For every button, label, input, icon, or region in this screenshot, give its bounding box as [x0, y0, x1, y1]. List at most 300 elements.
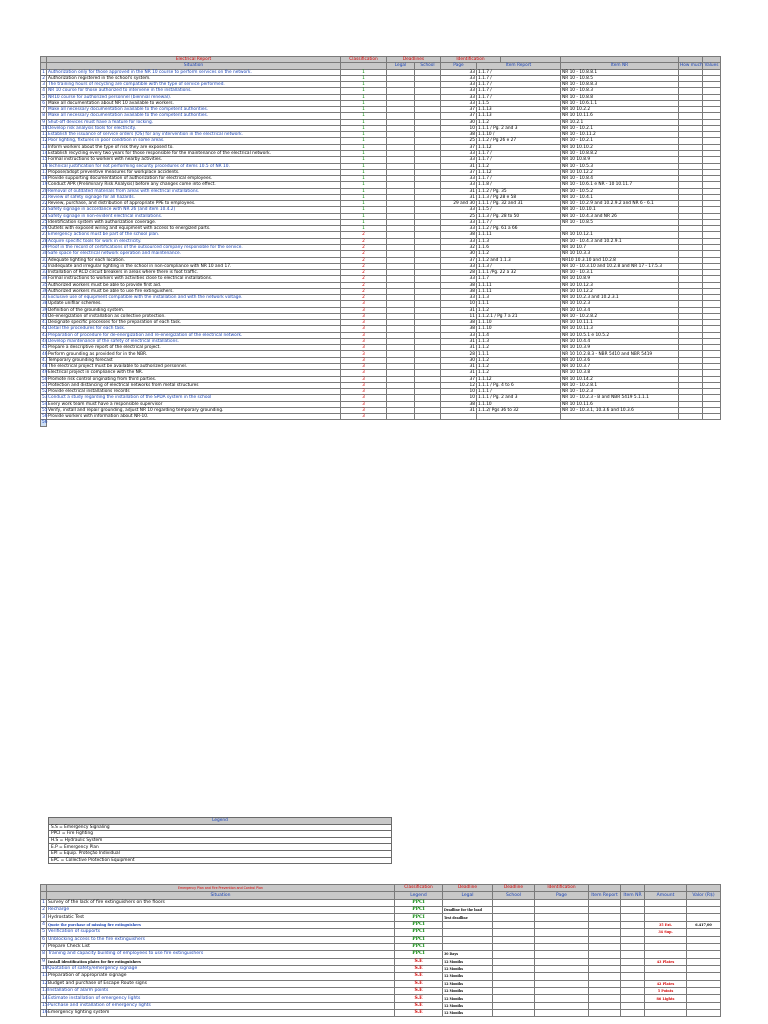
page-cell — [535, 1010, 589, 1017]
item-report-cell: 1.1.7 / — [477, 176, 561, 182]
ep-deadline2-header: Deadline — [493, 885, 535, 892]
item-nr-cell: NR 10 10.3.6 — [561, 357, 679, 363]
legend-cell: S.E — [395, 1002, 443, 1009]
deadlines-header: Deadlines — [387, 57, 441, 63]
value-cell — [687, 914, 721, 921]
item-nr-cell: NR 10 - 10.8.8.2 — [561, 150, 679, 156]
item-report-cell: 1.1.10 — [477, 320, 561, 326]
item-nr-cell: NR 10 10.11.6 — [561, 113, 679, 119]
classification-cell: 1 — [341, 144, 387, 150]
item-nr-cell: NR 10 - 10.2.1 — [561, 125, 679, 131]
page-cell: 33 — [441, 100, 477, 106]
item-report-cell — [589, 951, 621, 958]
item-report-cell: 1.1.1 / Pg. 2 and 3 — [477, 395, 561, 401]
item-report-cell: 1.1.7 / — [477, 75, 561, 81]
school-cell — [493, 951, 535, 958]
classification-cell: 1 — [341, 82, 387, 88]
value-cell — [687, 907, 721, 914]
situation-cell: De-energization of installation as collective protection. — [47, 313, 341, 319]
situation-cell: Identification system with authorization coverage. — [47, 219, 341, 225]
classification-cell: 1 — [341, 107, 387, 113]
legal-cell: 12 Months — [443, 1010, 493, 1017]
row-number: 12 — [42, 980, 48, 986]
item-nr-cell: NR 10 10.3.4 — [561, 307, 679, 313]
classification-cell: 2 — [341, 282, 387, 288]
situation-cell: Establish the issuance of service orders (OS) for any intervention in the electrical network. — [47, 132, 341, 138]
legal-cell — [387, 414, 415, 420]
situation-cell: Unblocking access to the fire extinguishers — [47, 936, 395, 943]
item-nr-cell — [621, 980, 645, 987]
row-number: 10 — [42, 125, 48, 131]
page-cell — [535, 973, 589, 980]
situation-cell: Budget and purchase of Escape Route signs — [47, 980, 395, 987]
ep-page-header: Page — [535, 892, 589, 899]
page-cell: 30 — [441, 357, 477, 363]
item-nr-cell: NR 10 - 10.8.4 — [561, 176, 679, 182]
row-number: 9 — [42, 119, 45, 125]
situation-cell: Every work team must have a responsible supervisor — [47, 401, 341, 407]
item-nr-cell: NR 10 - 10.8.3 — [561, 88, 679, 94]
item-nr-cell: NR 10 - 10.2.9 and 10.2.9.2 and NR 6 - 6.1 — [561, 201, 679, 207]
item-report-cell: 1.1.12 — [477, 144, 561, 150]
page-cell: 10 — [441, 301, 477, 307]
row-number: 41 — [42, 320, 48, 326]
situation-cell: Quote the purchase of missing fire extinguishers — [47, 921, 395, 928]
table-row — [41, 907, 721, 914]
page-cell: 25 — [441, 213, 477, 219]
classification-cell: 1 — [341, 201, 387, 207]
item-nr-cell: NR 10 - 10.3.10 and 10.2.8 and NR 17 - 17.5.3 — [561, 263, 679, 269]
value-cell: 6.417,00 — [687, 921, 721, 928]
classification-cell: 3 — [341, 357, 387, 363]
item-report-cell: 1.1.13 — [477, 107, 561, 113]
situation-cell: Propose/adopt preventive measures for workplace accidents. — [47, 169, 341, 175]
item-report-cell: 1.1.10 — [477, 401, 561, 407]
page-cell: 31 — [441, 364, 477, 370]
situation-cell: Poor lighting, fixtures in poor condition in some areas. — [47, 138, 341, 144]
ep-value-header: Valor (R$) — [687, 892, 721, 899]
ep-item-report-header: Item Report — [589, 892, 621, 899]
row-number: 6 — [42, 936, 45, 942]
page-cell: 33 — [441, 82, 477, 88]
situation-cell: Electrical project in compliance with the NR. — [47, 370, 341, 376]
classification-cell: 3 — [341, 332, 387, 338]
ep-title: Emergency Plan and Fire Prevention and Control Plan — [47, 885, 395, 892]
legend-cell: S.E — [395, 995, 443, 1002]
row-number: 54 — [42, 401, 48, 407]
school-cell — [493, 995, 535, 1002]
item-report-cell — [589, 936, 621, 943]
row-number: 55 — [42, 407, 48, 413]
page-cell: 28 — [441, 270, 477, 276]
ep-deadline-header: Deadline — [443, 885, 493, 892]
item-nr-cell: NR 10 10.11.6 — [561, 401, 679, 407]
item-nr-cell: NR 10 10.2.3 — [561, 301, 679, 307]
classification-cell: 1 — [341, 119, 387, 125]
item-report-cell: 1.1.2 / Pg. 35 — [477, 188, 561, 194]
page-cell — [535, 943, 589, 950]
row-number: 37 — [42, 295, 48, 301]
ep-header-row-2 — [41, 892, 721, 899]
row-number: 4 — [42, 921, 45, 927]
item-nr-cell: NR 10 10.5.1 e 10.5.2 — [561, 332, 679, 338]
classification-cell: 2 — [341, 295, 387, 301]
page-cell — [441, 414, 477, 420]
table-row — [41, 936, 721, 943]
item-report-cell: 1.1.13 — [477, 113, 561, 119]
school-cell — [493, 914, 535, 921]
ep-situation-header: Situation — [47, 892, 395, 899]
page-cell: 33 — [441, 176, 477, 182]
page-cell — [535, 958, 589, 965]
classification-cell: 3 — [341, 326, 387, 332]
item-nr-cell: NR 10.2.1 — [561, 119, 679, 125]
legal-cell: 12 Months — [443, 995, 493, 1002]
row-number: 43 — [42, 332, 48, 338]
table-row — [41, 995, 721, 1002]
item-report-cell: 1.1.8 / — [477, 182, 561, 188]
page-cell: 31 — [441, 188, 477, 194]
value-cell — [687, 929, 721, 936]
school-cell — [493, 1002, 535, 1009]
value-cell — [687, 1002, 721, 1009]
item-report-cell: 1.1.6 — [477, 244, 561, 250]
legend-item: H.S = Hydraulic System — [49, 837, 392, 844]
row-number: 2 — [42, 75, 45, 81]
row-number: 9 — [42, 958, 45, 964]
row-number: 22 — [42, 201, 48, 207]
situation-cell: Prepare a descriptive report of the electrical project. — [47, 345, 341, 351]
row-number: 1 — [42, 69, 45, 75]
item-nr-cell: NR 10 10.12.2 — [561, 169, 679, 175]
item-nr-cell: NR 10 - 10.10.1 — [561, 207, 679, 213]
item-nr-cell — [621, 899, 645, 906]
page-cell: 38 — [441, 132, 477, 138]
page-cell: 28 — [441, 351, 477, 357]
row-number: 13 — [42, 144, 48, 150]
item-nr-cell — [621, 1002, 645, 1009]
row-number: 15 — [42, 1002, 48, 1008]
item-nr-cell — [621, 921, 645, 928]
page-cell: 33 — [441, 238, 477, 244]
value-cell — [687, 936, 721, 943]
row-number: 33 — [42, 270, 48, 276]
classification-cell: 2 — [341, 238, 387, 244]
classification-cell: 1 — [341, 226, 387, 232]
values-header: Values — [704, 63, 719, 69]
ep-identification-header: Identification — [535, 885, 589, 892]
item-report-cell: 1.1.7 / — [477, 82, 561, 88]
situation-cell: Authorized workers must be able to use fire extinguishers. — [47, 288, 341, 294]
page-cell: 37 — [441, 169, 477, 175]
classification-cell: 2 — [341, 257, 387, 263]
legend-cell: PPCI — [395, 899, 443, 906]
amount-cell: 5 Points — [645, 988, 687, 995]
page-cell: 37 — [441, 257, 477, 263]
ep-item-nr-header: Item NR — [621, 892, 645, 899]
school-cell — [493, 943, 535, 950]
value-cell — [687, 899, 721, 906]
row-number: 50 — [42, 376, 48, 382]
item-nr-cell — [621, 943, 645, 950]
row-number: 49 — [42, 370, 48, 376]
row-number: 16 — [42, 1010, 48, 1016]
item-nr-cell — [621, 988, 645, 995]
situation-cell: Review, purchase, and distribution of appropriate PPE to employees. — [47, 201, 341, 207]
item-report-cell: 1.1.12 — [477, 376, 561, 382]
situation-cell: Conduct APR (Preliminary Risk Analysis) before any changes come into effect. — [47, 182, 341, 188]
page-header: Page — [441, 63, 477, 69]
row-number: 25 — [42, 219, 48, 225]
row-number: 56 — [42, 420, 48, 426]
situation-cell: Proof in the record of certifications of the outsourced company responsible for the service. — [47, 244, 341, 250]
emergency-plan-table — [40, 884, 721, 1017]
row-number: 13 — [42, 988, 48, 994]
situation-cell: Inadequate and irregular lighting in the school in non-compliance with NR 10 and 17. — [47, 263, 341, 269]
amount-cell: 42 Plates — [645, 980, 687, 987]
amount-cell — [645, 1002, 687, 1009]
legend-item: EPI = Equip. Proteção Individual — [49, 850, 392, 857]
page-cell — [535, 988, 589, 995]
legend-row — [49, 857, 392, 864]
legal-cell: 12 Months — [443, 988, 493, 995]
school-cell — [493, 973, 535, 980]
situation-cell: Inform workers about the type of risk they are exposed to. — [47, 144, 341, 150]
item-nr-cell: NR 10 - 10.8.5 — [561, 75, 679, 81]
page-cell: 32 — [441, 244, 477, 250]
page-cell: 33 — [441, 295, 477, 301]
situation-cell: Provide electrical installations records — [47, 389, 341, 395]
table-row — [41, 973, 721, 980]
row-number: 23 — [42, 207, 48, 213]
item-report-cell: 1.1.2 — [477, 357, 561, 363]
classification-cell: 3 — [341, 382, 387, 388]
item-report-cell: 1.1.2 — [477, 307, 561, 313]
item-report-cell: 1.1.7 — [477, 276, 561, 282]
item-report-cell — [589, 973, 621, 980]
table-row — [41, 899, 721, 906]
page-cell — [535, 921, 589, 928]
situation-cell: Designate specific processes for the preparation of each task. — [47, 320, 341, 326]
item-report-cell: 1.1.2 — [477, 251, 561, 257]
item-nr-cell: NR 10 10.12.1 — [561, 232, 679, 238]
row-number: 11 — [42, 132, 48, 138]
row-number: 42 — [42, 326, 48, 332]
item-nr-cell: NR 10 - 10.4.3 and 10.2.9.1 — [561, 238, 679, 244]
table-row — [41, 414, 721, 420]
legend-row — [49, 837, 392, 844]
page-cell: 38 — [441, 232, 477, 238]
classification-cell: 1 — [341, 69, 387, 75]
table-row — [41, 914, 721, 921]
situation-cell: Make all necessary documentation available to the competent authorities. — [47, 107, 341, 113]
situation-cell: Training and capacity building of employees to use fire extinguishers — [47, 951, 395, 958]
legend-cell: S.E — [395, 958, 443, 965]
classification-cell: 2 — [341, 288, 387, 294]
item-report-cell — [589, 965, 621, 972]
page-cell — [535, 995, 589, 1002]
situation-cell: Verify, install and repair grounding, adjust NR 10 regarding temporary grounding. — [47, 407, 341, 413]
item-report-cell — [589, 988, 621, 995]
page-cell — [535, 907, 589, 914]
legend-item: S.S = Emergency Signaling — [49, 824, 392, 831]
classification-cell: 1 — [341, 113, 387, 119]
item-report-cell: 1.1.2 / Pg. 61 a 66 — [477, 226, 561, 232]
situation-cell: Preparation of procedure for de-energization and re-energization of the electrical network. — [47, 332, 341, 338]
classification-header: Classification — [341, 57, 387, 63]
situation-cell: Adequate lighting for each location. — [47, 257, 341, 263]
classification-cell: 1 — [341, 188, 387, 194]
legend-cell: S.E — [395, 1010, 443, 1017]
item-report-cell — [477, 414, 561, 420]
page-cell: 33 — [441, 263, 477, 269]
item-report-cell: 1.1.3 / Pg. 28 to 50 — [477, 213, 561, 219]
row-number: 34 — [42, 276, 48, 282]
classification-cell: 1 — [341, 100, 387, 106]
page-cell: 33 — [441, 276, 477, 282]
ep-amount-header: Amount — [645, 892, 687, 899]
row-number: 53 — [42, 395, 48, 401]
classification-cell: 1 — [341, 213, 387, 219]
legal-cell: 12 Months — [443, 973, 493, 980]
item-nr-cell: NR 10 - 10.5.3 — [561, 163, 679, 169]
amount-cell — [645, 914, 687, 921]
amount-cell: 34 Sup. — [645, 929, 687, 936]
row-number: 5 — [42, 94, 45, 100]
row-number: 2 — [42, 907, 45, 913]
page-cell: 33 — [441, 94, 477, 100]
item-report-cell: 1.1.2 — [477, 370, 561, 376]
row-number: 8 — [42, 951, 45, 957]
item-report-cell: 1.1.3 — [477, 295, 561, 301]
item-nr-cell: NR 10 10.4.4 — [561, 338, 679, 344]
ep-legend-header: Legend — [395, 892, 443, 899]
page-cell: 38 — [441, 326, 477, 332]
page-cell — [535, 1002, 589, 1009]
legend-item: EPC = Collective Protection Equipment — [49, 857, 392, 864]
legend-cell: PPCI — [395, 914, 443, 921]
page-cell — [535, 929, 589, 936]
item-report-header: Item Report — [477, 63, 561, 69]
page-cell: 33 — [441, 207, 477, 213]
item-nr-cell — [621, 965, 645, 972]
classification-cell: 3 — [341, 364, 387, 370]
value-cell — [687, 988, 721, 995]
page-cell: 37 — [441, 376, 477, 382]
situation-cell: Promote risk control originating from third parties. — [47, 376, 341, 382]
row-number: 4 — [42, 88, 45, 94]
school-cell — [493, 958, 535, 965]
situation-cell: Verification of supports — [47, 929, 395, 936]
item-report-cell — [589, 914, 621, 921]
value-cell — [687, 965, 721, 972]
classification-cell: 2 — [341, 276, 387, 282]
electrical-report-table — [40, 56, 721, 427]
legend-cell: S.E — [395, 973, 443, 980]
item-nr-header: Item NR — [561, 63, 679, 69]
situation-cell: Acquire specific tools for work in electricity. — [47, 238, 341, 244]
amount-cell — [645, 973, 687, 980]
item-nr-cell: NR 10 10.11.1 — [561, 320, 679, 326]
row-number: 5 — [42, 929, 45, 935]
item-nr-cell: NR 10 - 10.2.3 — [561, 389, 679, 395]
classification-cell: 1 — [341, 75, 387, 81]
page-cell: 29 and 30 — [441, 201, 477, 207]
item-report-cell: 1.1.4 — [477, 332, 561, 338]
classification-cell: 1 — [341, 176, 387, 182]
page-cell: 30 — [441, 251, 477, 257]
row-number: 40 — [42, 313, 48, 319]
situation-cell: Provide workers with information about NR-10. — [47, 414, 341, 420]
legend-item: PPCI = Fire Fighting — [49, 831, 392, 838]
legal-cell — [443, 899, 493, 906]
situation-cell: Quotation of safety/emergency signage — [47, 965, 395, 972]
item-nr-cell: NR 10 - 10.8.8.3 — [561, 82, 679, 88]
situation-cell: Review of safety signage for all hazards. — [47, 194, 341, 200]
row-number: 24 — [42, 213, 48, 219]
page-cell: 33 — [441, 150, 477, 156]
row-number: 11 — [42, 973, 48, 979]
amount-cell: 86 Lights — [645, 995, 687, 1002]
value-cell — [687, 951, 721, 958]
situation-cell: Authorized workers must be able to provide first aid. — [47, 282, 341, 288]
item-nr-cell: NR 10 - 10.6.1.1 — [561, 100, 679, 106]
page-cell: 30 — [441, 119, 477, 125]
situation-cell: Estimate installation of emergency lights — [47, 995, 395, 1002]
item-report-cell: 1.1.3 — [477, 338, 561, 344]
classification-cell: 3 — [341, 407, 387, 413]
situation-cell: Develop risk analysis tools for electricity. — [47, 125, 341, 131]
situation-cell: Safety signage in accordance with NR 26 (and item 10.4.2) — [47, 207, 341, 213]
item-nr-cell: NR 10 10.7 — [561, 244, 679, 250]
item-nr-cell: NR 10 - 10.2.8.2 — [561, 313, 679, 319]
page-cell — [535, 899, 589, 906]
situation-cell: Preparation of appropriate signage — [47, 973, 395, 980]
legal-cell — [443, 943, 493, 950]
row-number: 48 — [42, 364, 48, 370]
page-cell: 33 — [441, 75, 477, 81]
row-number: 16 — [42, 163, 48, 169]
item-report-cell: 1.1.2 and 1.1.3 — [477, 257, 561, 263]
item-nr-cell: NR 10 10.8.9 — [561, 276, 679, 282]
classification-cell: 3 — [341, 320, 387, 326]
how-much-header: How much — [680, 63, 703, 69]
row-number: 15 — [42, 157, 48, 163]
row-number: 7 — [42, 944, 45, 950]
situation-cell: Definition of the grounding system. — [47, 307, 341, 313]
page-cell: 10 — [441, 395, 477, 401]
classification-cell: 1 — [341, 157, 387, 163]
page-cell: 31 — [441, 345, 477, 351]
classification-cell: 1 — [341, 169, 387, 175]
row-number: 46 — [42, 351, 48, 357]
situation-cell: Removal of outdated materials from areas with electrical installations. — [47, 188, 341, 194]
situation-cell: Make all documentation about NR 10 available to workers. — [47, 100, 341, 106]
item-nr-cell: NR 10 10.10.2 — [561, 144, 679, 150]
item-report-cell: 1.1.2 — [477, 119, 561, 125]
row-number: 7 — [42, 107, 45, 113]
item-nr-cell — [621, 951, 645, 958]
situation-cell: Formal instructions to workers with nearby activities. — [47, 157, 341, 163]
item-nr-cell — [621, 907, 645, 914]
item-nr-cell: NR 10 - 10.2.8.1 — [561, 382, 679, 388]
item-report-cell: 1.1.3 / — [477, 263, 561, 269]
item-report-cell: 1.1.7 / — [477, 69, 561, 75]
legend-cell: PPCI — [395, 936, 443, 943]
classification-cell: 3 — [341, 301, 387, 307]
item-nr-cell: NR 10 10.12.2 — [561, 288, 679, 294]
ep-legal-header: Legal — [443, 892, 493, 899]
